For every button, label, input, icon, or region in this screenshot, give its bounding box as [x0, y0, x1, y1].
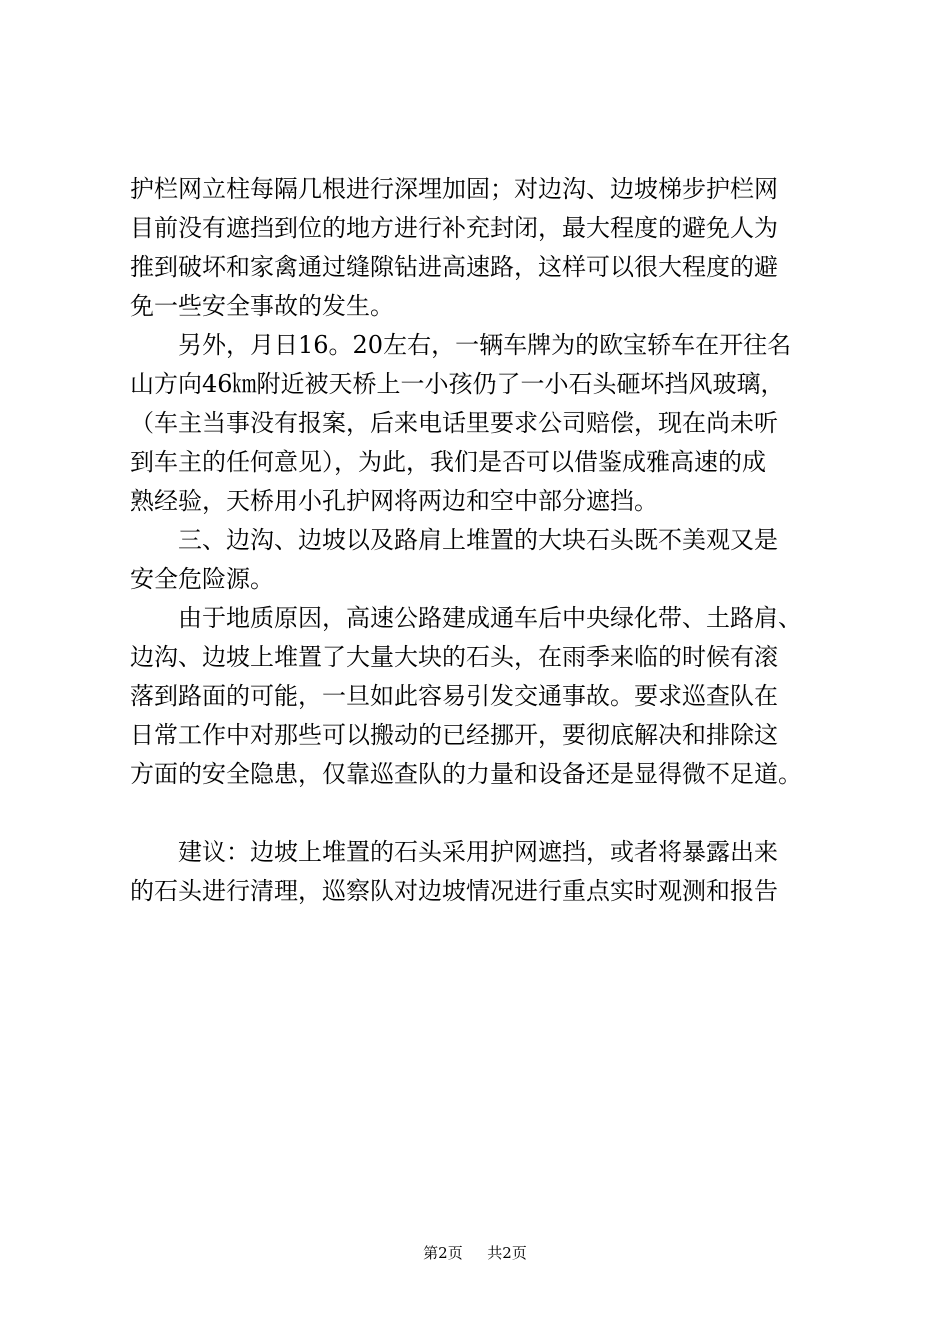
- text-line: 推到破坏和家禽通过缝隙钻进高速路，这样可以很大程度的避: [130, 253, 778, 281]
- text-line: 目前没有遮挡到位的地方进行补充封闭，最大程度的避免人为: [130, 214, 778, 242]
- text-line: 的石头进行清理，巡察队对边坡情况进行重点实时观测和报告: [130, 877, 778, 905]
- text-line: 由于地质原因，高速公路建成通车后中央绿化带、土路肩、: [130, 604, 802, 632]
- text-line: 三、边沟、边坡以及路肩上堆置的大块石头既不美观又是: [130, 526, 778, 554]
- text-line: 护栏网立柱每隔几根进行深埋加固；对边沟、边坡梯步护栏网: [130, 175, 778, 203]
- text-line: 边沟、边坡上堆置了大量大块的石头，在雨季来临的时候有滚: [130, 643, 778, 671]
- text-line: 安全危险源。: [130, 565, 274, 593]
- paragraph-gap: [130, 794, 830, 833]
- text-line: 另外，月日16。20左右，一辆车牌为的欧宝轿车在开往名: [130, 331, 792, 359]
- page-total: 共2页: [487, 1244, 527, 1262]
- text-line: 建议：边坡上堆置的石头采用护网遮挡，或者将暴露出来: [130, 838, 778, 866]
- page-number: 第2页: [423, 1244, 463, 1262]
- text-line: 山方向46㎞附近被天桥上一小孩仍了一小石头砸坏挡风玻璃，: [130, 370, 785, 398]
- text-line: 方面的安全隐患，仅靠巡查队的力量和设备还是显得微不足道。: [130, 760, 802, 788]
- footer-spacer: [467, 1244, 482, 1262]
- text-line: 熟经验，天桥用小孔护网将两边和空中部分遮挡。: [130, 487, 658, 515]
- text-line: 到车主的任何意见），为此，我们是否可以借鉴成雅高速的成: [130, 448, 766, 476]
- document-body: [130, 170, 830, 911]
- text-line: 免一些安全事故的发生。: [130, 292, 394, 320]
- page-footer: [0, 1243, 950, 1263]
- text-line: 日常工作中对那些可以搬动的已经挪开，要彻底解决和排除这: [130, 721, 778, 749]
- text-line: （车主当事没有报案，后来电话里要求公司赔偿，现在尚未听: [130, 409, 778, 437]
- text-line: 落到路面的可能，一旦如此容易引发交通事故。要求巡查队在: [130, 682, 778, 710]
